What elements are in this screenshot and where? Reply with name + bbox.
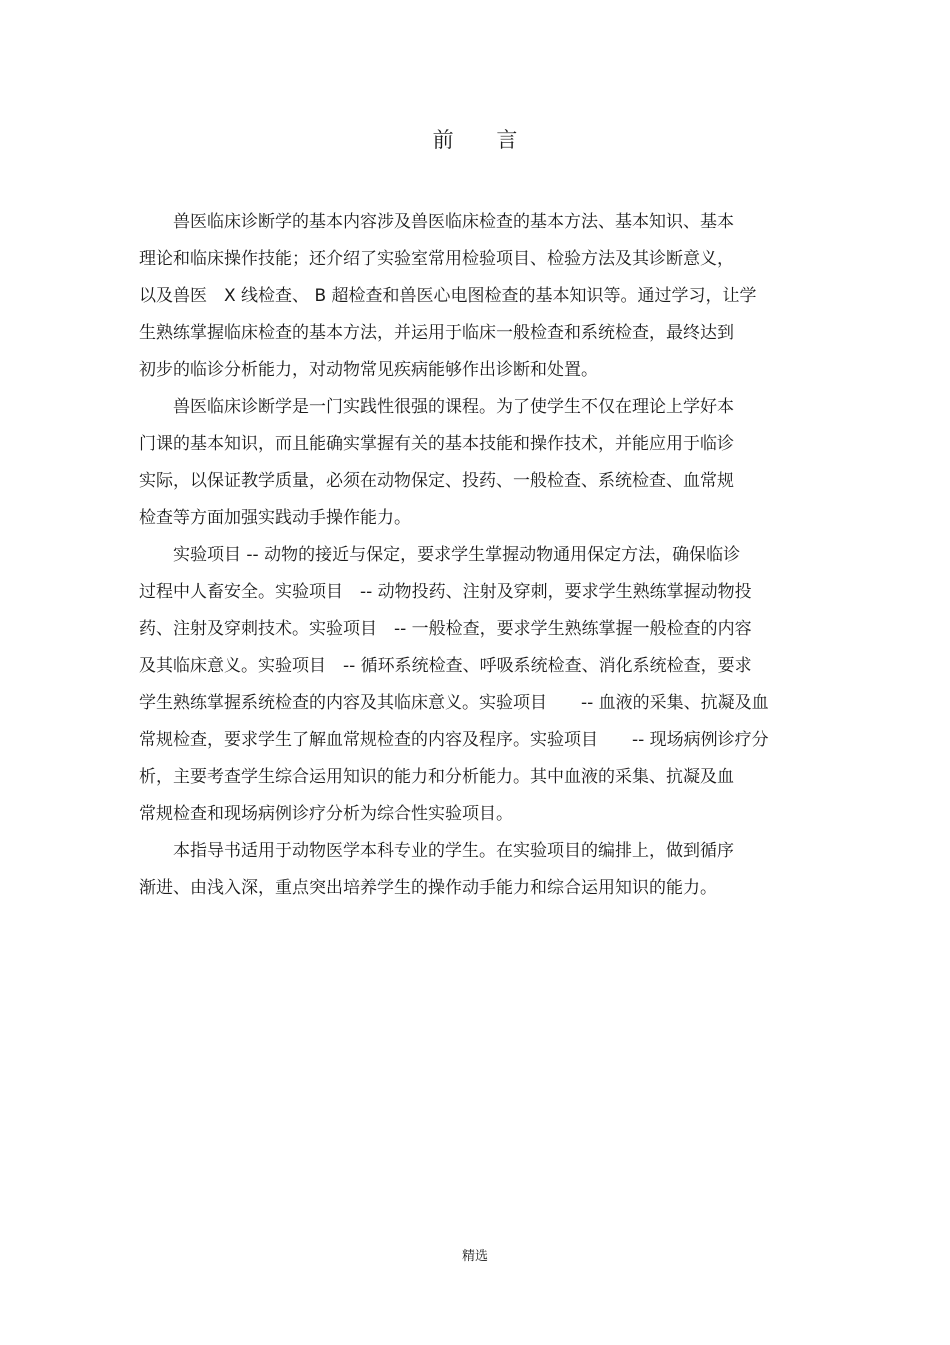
- text-line: 本指导书适用于动物医学本科专业的学生。在实验项目的编排上，做到循序: [139, 841, 734, 861]
- text-line: 初步的临诊分析能力，对动物常见疾病能够作出诊断和处置。: [139, 360, 598, 380]
- text-line: 过程中人畜安全。实验项目 -- 动物投药、注射及穿刺，要求学生熟练掌握动物投: [139, 582, 752, 602]
- text-line: 析，主要考查学生综合运用知识的能力和分析能力。其中血液的采集、抗凝及血: [139, 767, 734, 787]
- text-line: 学生熟练掌握系统检查的内容及其临床意义。实验项目 -- 血液的采集、抗凝及血: [139, 693, 769, 713]
- text-line: 理论和临床操作技能；还介绍了实验室常用检验项目、检验方法及其诊断意义，: [139, 249, 734, 269]
- text-line: 常规检查和现场病例诊疗分析为综合性实验项目。: [139, 804, 513, 824]
- body-text: [139, 204, 804, 907]
- text-line: 常规检查，要求学生了解血常规检查的内容及程序。实验项目 -- 现场病例诊疗分: [139, 730, 769, 750]
- text-line: 及其临床意义。实验项目 -- 循环系统检查、呼吸系统检查、消化系统检查，要求: [139, 656, 752, 676]
- text-line: 门课的基本知识，而且能确实掌握有关的基本技能和操作技术，并能应用于临诊: [139, 434, 734, 454]
- text-line: 渐进、由浅入深，重点突出培养学生的操作动手能力和综合运用知识的能力。: [139, 878, 717, 898]
- text-line: 生熟练掌握临床检查的基本方法，并运用于临床一般检查和系统检查，最终达到: [139, 323, 734, 343]
- text-line: 兽医临床诊断学是一门实践性很强的课程。为了使学生不仅在理论上学好本: [139, 397, 734, 417]
- text-line: 检查等方面加强实践动手操作能力。: [139, 508, 411, 528]
- paragraph-4: [139, 833, 804, 907]
- paragraph-2: [139, 389, 804, 537]
- text-line: 药、注射及穿刺技术。实验项目 -- 一般检查，要求学生熟练掌握一般检查的内容: [139, 619, 752, 639]
- text-line: 实际，以保证教学质量，必须在动物保定、投药、一般检查、系统检查、血常规: [139, 471, 734, 491]
- text-line: 以及兽医 X 线检查、 B 超检查和兽医心电图检查的基本知识等。通过学习，让学: [139, 286, 757, 306]
- text-line: 实验项目 -- 动物的接近与保定，要求学生掌握动物通用保定方法，确保临诊: [139, 545, 741, 565]
- paragraph-3: [139, 537, 804, 833]
- paragraph-1: [139, 204, 804, 389]
- page-footer: 精选: [461, 1249, 488, 1264]
- text-line: 兽医临床诊断学的基本内容涉及兽医临床检查的基本方法、基本知识、基本: [139, 212, 734, 232]
- page-title: 前 言: [432, 128, 536, 152]
